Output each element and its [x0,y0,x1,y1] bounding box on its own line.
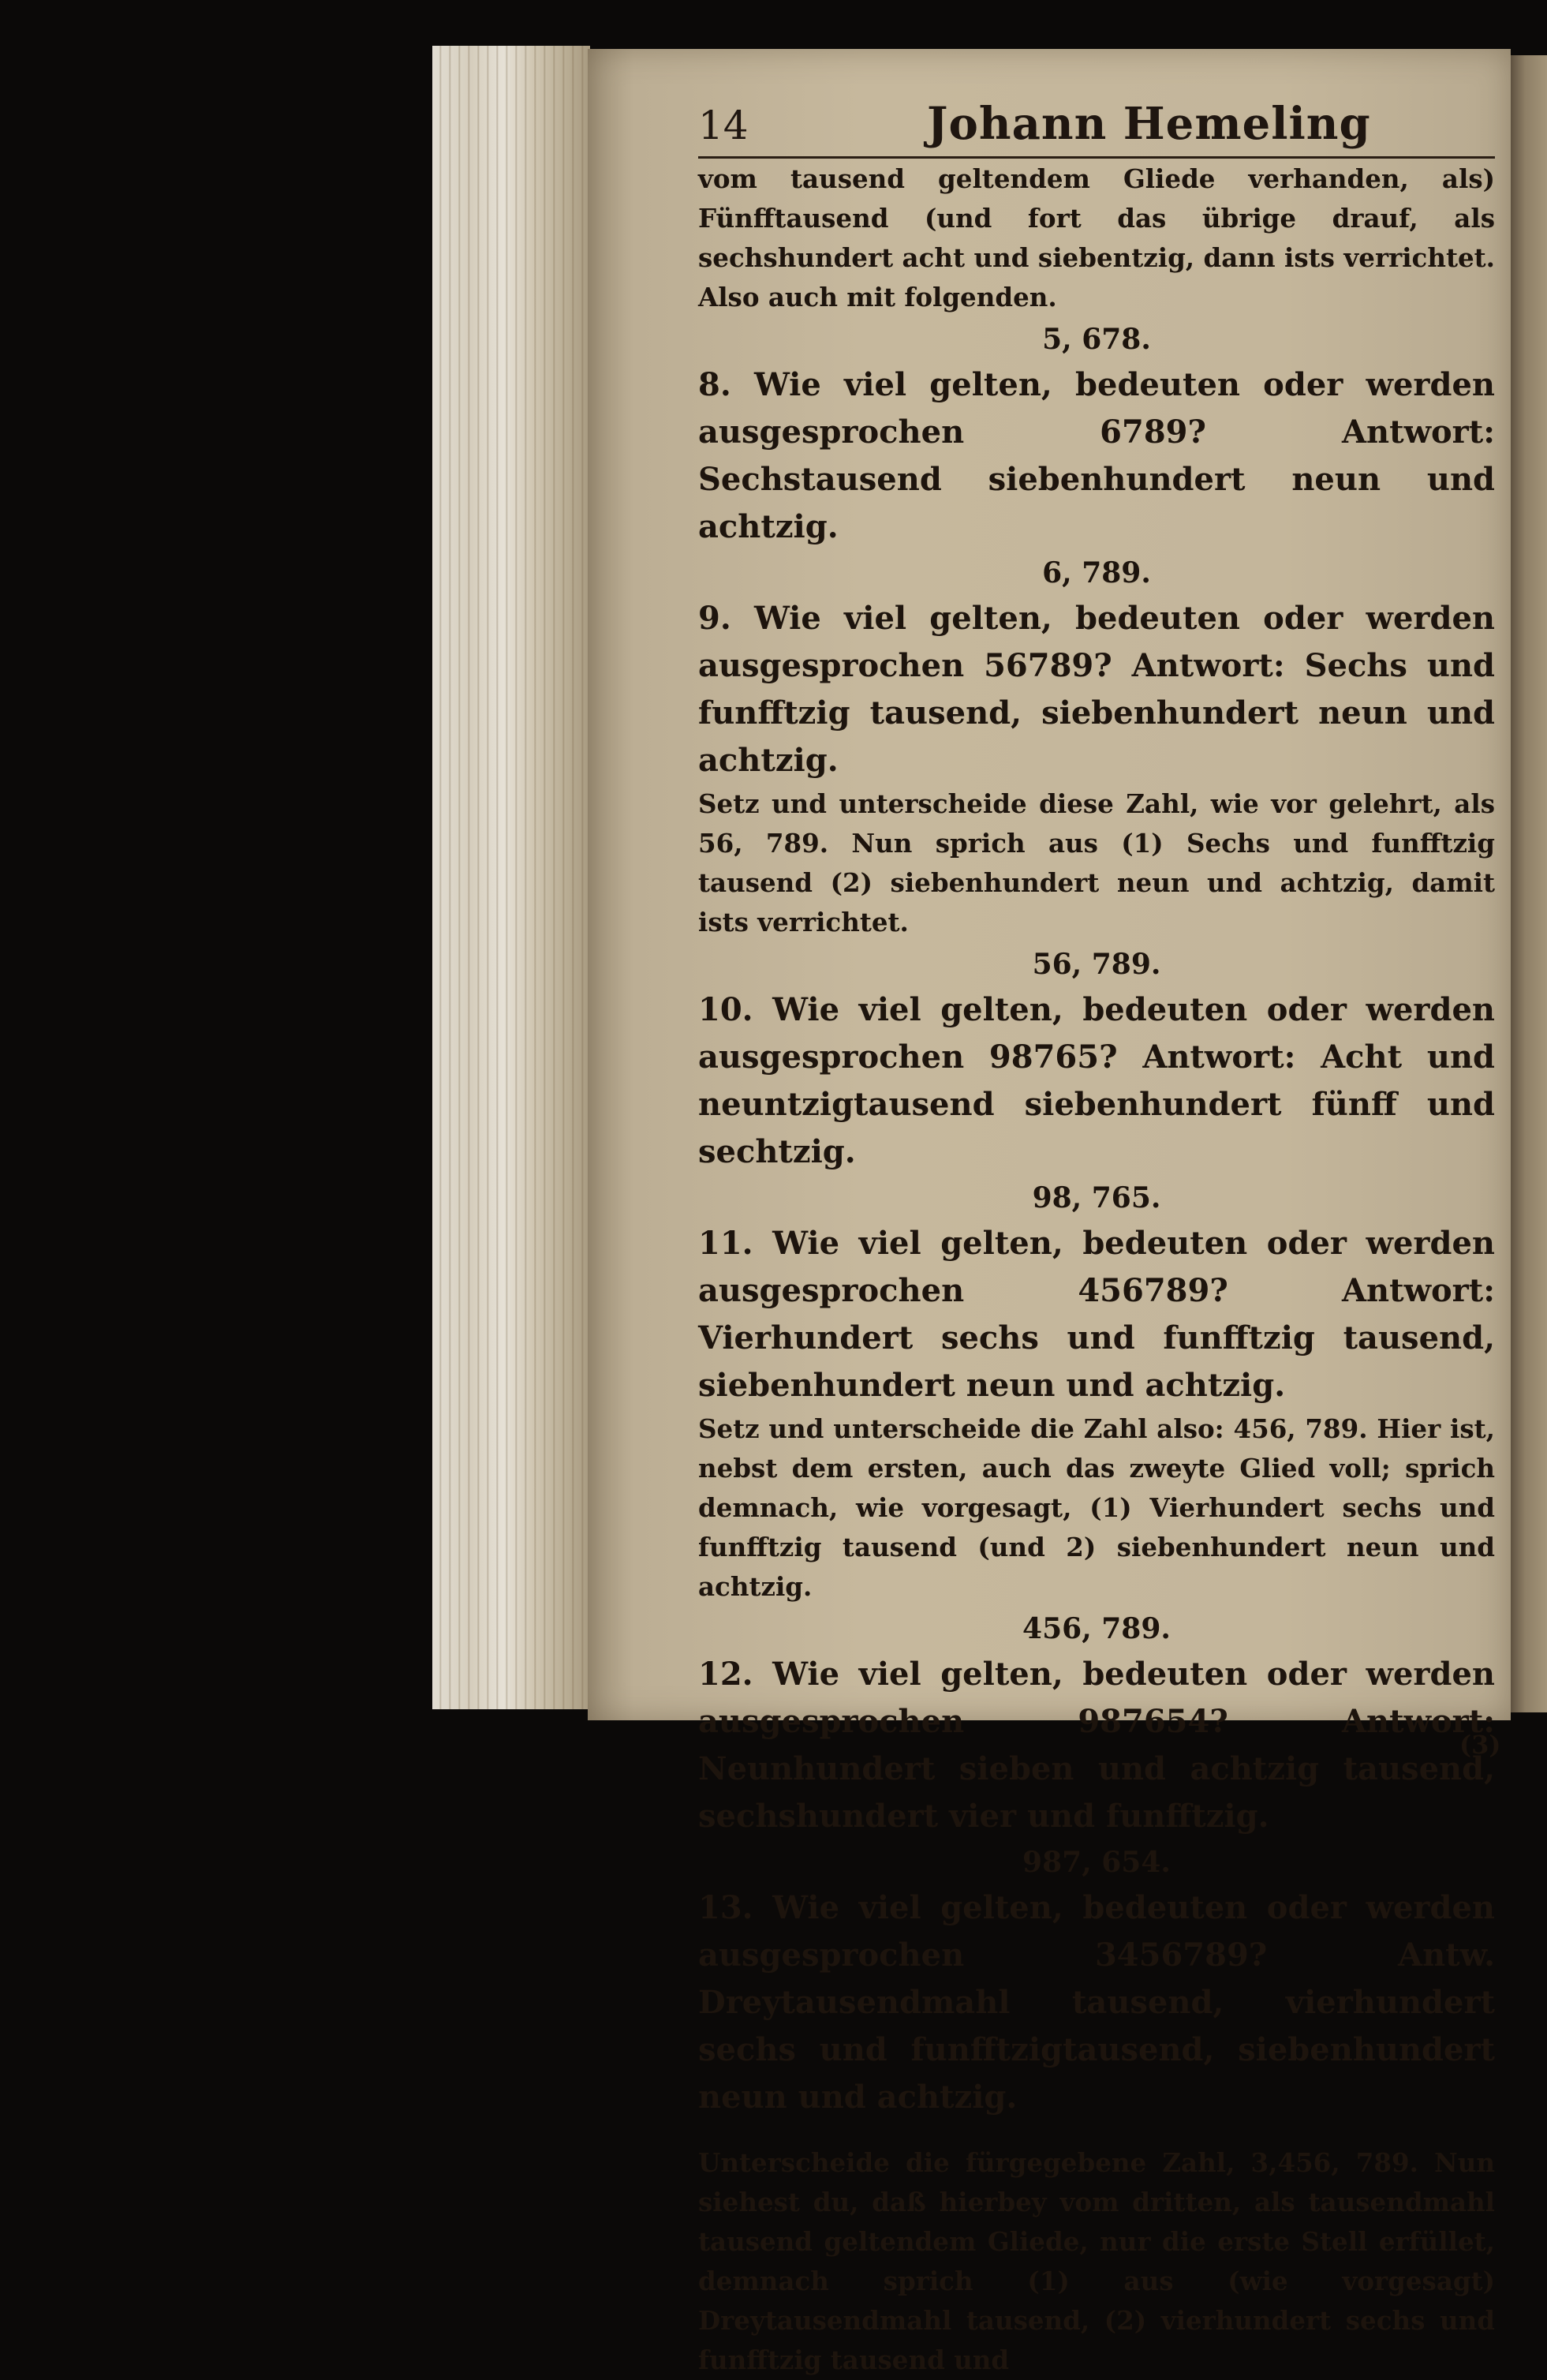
question-13: 13. Wie viel gelten, bedeuten oder werden ausgesprochen 3456789? Antw. Dreytausendmahl tausend, vierhundert sechs und funfftzigtausend, siebenhundert neun und achtzig. [698,1889,1495,2116]
question-11: 11. Wie viel gelten, bedeuten oder werden ausgesprochen 456789? Antwort: Vierhundert sechs und funfftzig tausend, siebenhundert neun und achtzig. [698,1225,1495,1404]
book-page [588,49,1511,2375]
note-9: Setz und unterscheide diese Zahl, wie vor gelehrt, als 56, 789. Nun sprich aus (1) Sechs und funfftzig tausend (2) siebenhundert neun und achtzig, damit ists verrichtet. [698,788,1495,937]
paragraph-continued: vom tausend geltendem Gliede verhanden, als) Fünfftausend (und fort das übrige drauf, als sechshundert acht und siebentzig, dann ists verrichtet. Also auch mit folgenden. [698,163,1495,312]
spacer [698,2121,1495,2143]
question-9: 9. Wie viel gelten, bedeuten oder werden ausgesprochen 56789? Antwort: Sechs und funfftzig tausend, siebenhundert neun und achtzig. [698,600,1495,779]
result-number: 6, 789. [1042,556,1151,589]
result-number: 98, 765. [1032,1181,1161,1214]
body-text [698,159,1495,2380]
page-edge-shadow [432,46,590,1709]
result-number: 56, 789. [1032,948,1161,981]
note-11: Setz und unterscheide die Zahl also: 456, 789. Hier ist, nebst dem ersten, auch das zweyte Glied voll; sprich demnach, wie vorgesagt, (1) Vierhundert sechs und funfftzig tausend (und 2) siebenhundert neun und achtzig. [698,1413,1495,1602]
result-number: 987, 654. [1022,1846,1171,1879]
result-number: 456, 789. [1022,1612,1171,1645]
question-8: 8. Wie viel gelten, bedeuten oder werden ausgesprochen 6789? Antwort: Sechstausend siebenhundert neun und achtzig. [698,366,1495,545]
page-number: 14 [698,103,749,148]
note-13: Unterscheide die fürgegebene Zahl, 3,456, 789. Nun siehest du, daß hierbey vom dritten, als tausendmahl tausend geltendem Gliede, nur die erste Stell erfüllet, demnach sprich (1) aus (wie vorgesagt) Dreytausendmahl tausend, (2) vierhundert sechs und funfftzig tausend und [698,2147,1495,2375]
catchword: (3) [1459,1730,1501,1760]
question-12: 12. Wie viel gelten, bedeuten oder werden ausgesprochen 987654? Antwort: Neunhundert sieben und achtzig tausend, sechshundert vier und funfftzig. [698,1656,1495,1835]
running-head: Johann Hemeling [927,98,1371,150]
page-header [698,98,1495,159]
facing-page-edge [1511,55,1547,1712]
question-10: 10. Wie viel gelten, bedeuten oder werden ausgesprochen 98765? Antwort: Acht und neuntzigtausend siebenhundert fünff und sechtzig. [698,991,1495,1170]
result-number: 5, 678. [1042,323,1151,356]
